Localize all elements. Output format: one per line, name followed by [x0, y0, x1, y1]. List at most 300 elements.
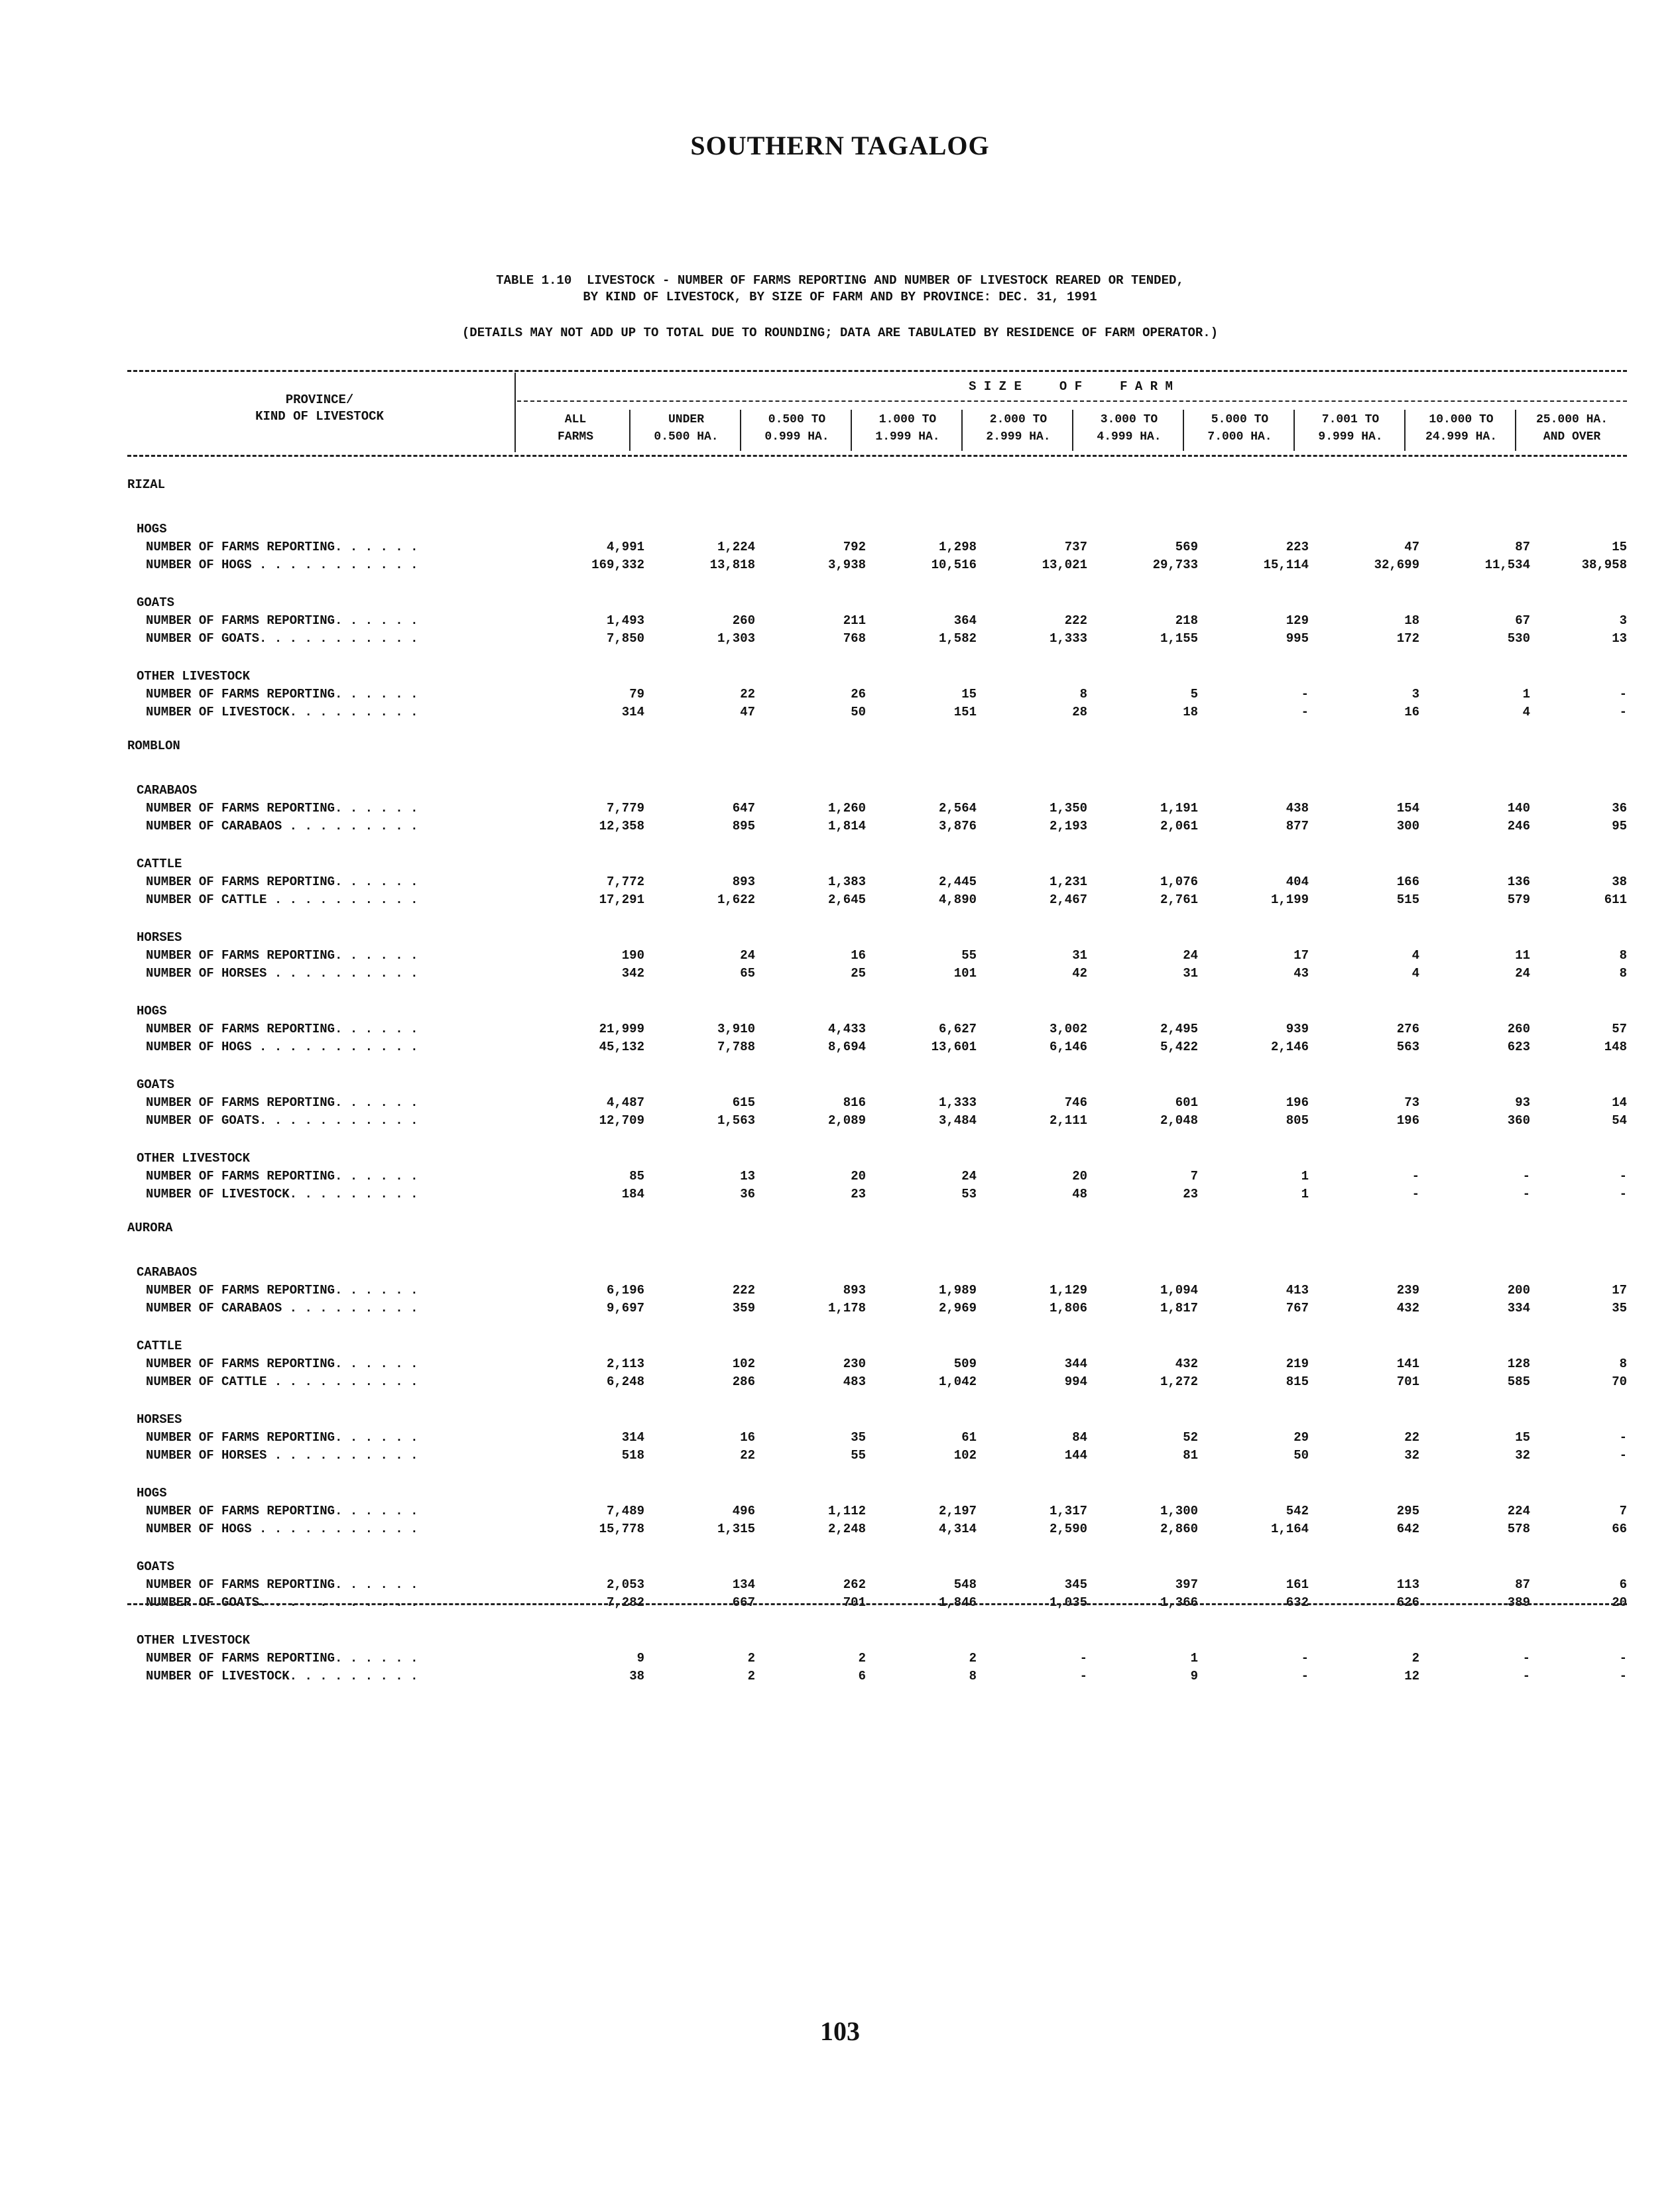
table-cell: 15 — [961, 687, 977, 701]
table-cell: - — [1522, 1169, 1530, 1184]
table-cell: 53 — [961, 1187, 977, 1201]
table-cell: 61 — [961, 1430, 977, 1445]
table-cell: 2,146 — [1270, 1040, 1309, 1054]
table-cell: 6,248 — [606, 1374, 644, 1389]
table-cell: 1,129 — [1049, 1283, 1087, 1298]
table-cell: 1,817 — [1160, 1301, 1198, 1315]
table-cell: 1,366 — [1160, 1595, 1198, 1610]
table-cell: 994 — [1064, 1374, 1087, 1389]
column-header-line1: 3.000 TO — [1100, 413, 1158, 426]
table-caption-line1: TABLE 1.10 LIVESTOCK - NUMBER OF FARMS REPORTING AND NUMBER OF LIVESTOCK REARED OR TENDED, — [496, 273, 1184, 288]
table-cell: 483 — [843, 1374, 866, 1389]
column-header-line1: 7.001 TO — [1321, 413, 1380, 426]
table-cell: 893 — [732, 875, 755, 889]
row-label: NUMBER OF FARMS REPORTING. . . . . . — [146, 613, 418, 628]
column-header-line2: 24.999 HA. — [1425, 430, 1498, 444]
table-cell: 2,445 — [938, 875, 977, 889]
table-cell: 11,534 — [1484, 558, 1530, 572]
table-cell: 286 — [732, 1374, 755, 1389]
table-cell: 816 — [843, 1095, 866, 1110]
table-cell: 3 — [1619, 613, 1627, 628]
table-cell: 8 — [1619, 1357, 1627, 1371]
row-label: NUMBER OF LIVESTOCK. . . . . . . . . — [146, 1669, 418, 1683]
table-cell: 1,989 — [938, 1283, 977, 1298]
table-cell: 223 — [1286, 540, 1309, 554]
table-cell: 218 — [1175, 613, 1198, 628]
table-row — [127, 540, 1627, 558]
table-cell: 4 — [1522, 705, 1530, 719]
table-cell: 15 — [1612, 540, 1627, 554]
table-cell: 7,779 — [606, 801, 644, 816]
row-label: NUMBER OF FARMS REPORTING. . . . . . — [146, 1357, 418, 1371]
table-cell: 1 — [1190, 1651, 1198, 1666]
size-of-farm-spanner: S I Z E O F F A R M — [969, 379, 1173, 394]
spacer — [127, 1319, 1627, 1339]
table-cell: 196 — [1286, 1095, 1309, 1110]
table-cell: 7,489 — [606, 1504, 644, 1518]
table-cell: 2,111 — [1049, 1113, 1087, 1128]
table-row — [127, 705, 1627, 723]
table-row — [127, 1095, 1627, 1113]
table-cell: 569 — [1175, 540, 1198, 554]
spacer — [127, 1540, 1627, 1559]
row-label: NUMBER OF HORSES . . . . . . . . . . — [146, 1448, 418, 1463]
livestock-group-name: HOGS — [137, 1004, 167, 1018]
table-cell: 161 — [1286, 1577, 1309, 1592]
table-cell: 55 — [961, 948, 977, 963]
table-cell: 85 — [629, 1169, 644, 1184]
table-cell: 1,350 — [1049, 801, 1087, 816]
table-cell: 36 — [740, 1187, 755, 1201]
column-header-line2: FARMS — [557, 430, 593, 444]
table-cell: 805 — [1286, 1113, 1309, 1128]
table-cell: 768 — [843, 631, 866, 646]
column-header-line1: 10.000 TO — [1429, 413, 1494, 426]
table-cell: 50 — [1293, 1448, 1309, 1463]
province-name: ROMBLON — [127, 739, 180, 753]
table-cell: 2,969 — [938, 1301, 977, 1315]
table-cell: 23 — [851, 1187, 866, 1201]
table-cell: 314 — [621, 705, 644, 719]
table-cell: 542 — [1286, 1504, 1309, 1518]
table-cell: - — [1619, 1187, 1627, 1201]
row-label: NUMBER OF FARMS REPORTING. . . . . . — [146, 948, 418, 963]
table-row — [127, 1113, 1627, 1131]
column-divider — [740, 410, 741, 451]
row-label: NUMBER OF GOATS. . . . . . . . . . . — [146, 631, 418, 646]
table-cell: 2,061 — [1160, 819, 1198, 833]
table-cell: 52 — [1183, 1430, 1198, 1445]
table-cell: 1,272 — [1160, 1374, 1198, 1389]
table-row — [127, 801, 1627, 819]
table-cell: 2,053 — [606, 1577, 644, 1592]
row-label: NUMBER OF FARMS REPORTING. . . . . . — [146, 687, 418, 701]
table-cell: 3 — [1411, 687, 1419, 701]
table-cell: 1 — [1301, 1187, 1309, 1201]
column-header-line1: UNDER — [668, 413, 704, 426]
table-cell: 18 — [1404, 613, 1419, 628]
table-cell: 200 — [1507, 1283, 1530, 1298]
table-cell: 7 — [1619, 1504, 1627, 1518]
table-cell: 2,248 — [827, 1522, 866, 1536]
table-cell: 22 — [1404, 1430, 1419, 1445]
row-label: NUMBER OF FARMS REPORTING. . . . . . — [146, 1577, 418, 1592]
table-cell: 4 — [1411, 948, 1419, 963]
column-divider — [1404, 410, 1406, 451]
table-cell: 667 — [732, 1595, 755, 1610]
table-cell: 578 — [1507, 1522, 1530, 1536]
table-cell: 496 — [732, 1504, 755, 1518]
table-cell: 15,778 — [599, 1522, 644, 1536]
row-label: NUMBER OF CARABAOS . . . . . . . . . — [146, 819, 418, 833]
row-label: NUMBER OF LIVESTOCK. . . . . . . . . — [146, 705, 418, 719]
table-cell: - — [1301, 1651, 1309, 1666]
table-cell: 1,042 — [938, 1374, 977, 1389]
row-label: NUMBER OF FARMS REPORTING. . . . . . — [146, 1169, 418, 1184]
table-cell: 154 — [1396, 801, 1419, 816]
spacer — [127, 1466, 1627, 1486]
livestock-group-name: HORSES — [137, 930, 182, 945]
column-header-line1: 2.000 TO — [989, 413, 1048, 426]
table-row — [127, 966, 1627, 984]
table-cell: 2 — [969, 1651, 977, 1666]
table-cell: 1,191 — [1160, 801, 1198, 816]
table-cell: 57 — [1612, 1022, 1627, 1036]
table-cell: - — [1411, 1169, 1419, 1184]
table-cell: 13 — [1612, 631, 1627, 646]
table-cell: 29 — [1293, 1430, 1309, 1445]
table-cell: 1,493 — [606, 613, 644, 628]
table-cell: 166 — [1396, 875, 1419, 889]
table-cell: 2 — [747, 1669, 755, 1683]
table-cell: 2,048 — [1160, 1113, 1198, 1128]
table-cell: 6 — [858, 1669, 866, 1683]
table-cell: 939 — [1286, 1022, 1309, 1036]
table-cell: 397 — [1175, 1577, 1198, 1592]
table-cell: 746 — [1064, 1095, 1087, 1110]
table-cell: 113 — [1396, 1577, 1419, 1592]
table-cell: 66 — [1612, 1522, 1627, 1536]
spacer — [127, 495, 1627, 522]
column-header — [1185, 411, 1294, 446]
table-cell: 13 — [740, 1169, 755, 1184]
table-cell: 12,358 — [599, 819, 644, 833]
table-cell: 14 — [1612, 1095, 1627, 1110]
table-cell: 701 — [843, 1595, 866, 1610]
spacer — [127, 576, 1627, 595]
table-row — [127, 892, 1627, 910]
table-cell: 47 — [1404, 540, 1419, 554]
table-row — [127, 1022, 1627, 1040]
table-cell: 184 — [621, 1187, 644, 1201]
table-cell: 55 — [851, 1448, 866, 1463]
row-label: NUMBER OF HOGS . . . . . . . . . . . — [146, 1040, 418, 1054]
livestock-group-name: OTHER LIVESTOCK — [137, 1151, 251, 1166]
table-cell: 12,709 — [599, 1113, 644, 1128]
table-cell: 17,291 — [599, 892, 644, 907]
table-cell: 1,582 — [938, 631, 977, 646]
table-row — [127, 948, 1627, 966]
column-header-line2: AND OVER — [1543, 430, 1601, 444]
table-cell: 24 — [1515, 966, 1530, 981]
table-cell: 3,910 — [717, 1022, 755, 1036]
table-cell: 3,002 — [1049, 1022, 1087, 1036]
table-cell: - — [1619, 1651, 1627, 1666]
table-cell: 38,958 — [1581, 558, 1627, 572]
table-cell: 345 — [1064, 1577, 1087, 1592]
table-row — [127, 613, 1627, 631]
table-cell: 25 — [851, 966, 866, 981]
table-row — [127, 1448, 1627, 1466]
spacer — [127, 1239, 1627, 1265]
table-cell: 11 — [1515, 948, 1530, 963]
row-label: NUMBER OF FARMS REPORTING. . . . . . — [146, 1651, 418, 1666]
livestock-group-name: CARABAOS — [137, 783, 198, 798]
table-cell: 563 — [1396, 1040, 1419, 1054]
table-cell: 20 — [1612, 1595, 1627, 1610]
table-cell: 300 — [1396, 819, 1419, 833]
table-cell: 151 — [953, 705, 977, 719]
livestock-group-name: HORSES — [137, 1412, 182, 1427]
table-cell: 26 — [851, 687, 866, 701]
table-cell: 701 — [1396, 1374, 1419, 1389]
table-cell: 1 — [1522, 687, 1530, 701]
table-cell: 1,224 — [717, 540, 755, 554]
table-cell: 1,303 — [717, 631, 755, 646]
table-row — [127, 558, 1627, 576]
table-caption-note: (DETAILS MAY NOT ADD UP TO TOTAL DUE TO ROUNDING; DATA ARE TABULATED BY RESIDENCE OF FARM OPERATOR.) — [461, 326, 1219, 340]
table-cell: 42 — [1072, 966, 1087, 981]
table-row — [127, 631, 1627, 649]
table-cell: 262 — [843, 1577, 866, 1592]
table-cell: 295 — [1396, 1504, 1419, 1518]
table-row — [127, 1504, 1627, 1522]
spacer — [127, 910, 1627, 930]
column-divider — [1072, 410, 1073, 451]
table-cell: 81 — [1183, 1448, 1198, 1463]
table-cell: 8 — [1619, 966, 1627, 981]
table-cell: 8 — [969, 1669, 977, 1683]
table-cell: - — [1619, 687, 1627, 701]
table-cell: 1,300 — [1160, 1504, 1198, 1518]
livestock-group-name: HOGS — [137, 522, 167, 536]
table-cell: 23 — [1183, 1187, 1198, 1201]
table-cell: 1,164 — [1270, 1522, 1309, 1536]
table-cell: 38 — [629, 1669, 644, 1683]
table-cell: 35 — [851, 1430, 866, 1445]
table-cell: 50 — [851, 705, 866, 719]
column-header-line2: 0.500 HA. — [654, 430, 719, 444]
column-header-line2: 1.999 HA. — [875, 430, 940, 444]
spacer — [127, 1392, 1627, 1412]
table-cell: 4 — [1411, 966, 1419, 981]
table-cell: 6 — [1619, 1577, 1627, 1592]
table-cell: 404 — [1286, 875, 1309, 889]
table-cell: 2 — [858, 1651, 866, 1666]
livestock-group-name: CATTLE — [137, 1339, 182, 1353]
table-cell: 48 — [1072, 1187, 1087, 1201]
column-header — [521, 411, 630, 446]
table-cell: 260 — [1507, 1022, 1530, 1036]
table-cell: 222 — [732, 1283, 755, 1298]
table-cell: 84 — [1072, 1430, 1087, 1445]
table-cell: 1,383 — [827, 875, 866, 889]
table-cell: 16 — [1404, 705, 1419, 719]
table-cell: 3,484 — [938, 1113, 977, 1128]
table-cell: 647 — [732, 801, 755, 816]
table-cell: 4,487 — [606, 1095, 644, 1110]
column-header — [853, 411, 962, 446]
table-cell: 1,846 — [938, 1595, 977, 1610]
table-bottom-rule — [127, 1603, 1627, 1605]
table-cell: 2 — [747, 1651, 755, 1666]
column-header — [743, 411, 851, 446]
table-cell: 2,495 — [1160, 1022, 1198, 1036]
column-header — [964, 411, 1073, 446]
table-cell: 70 — [1612, 1374, 1627, 1389]
table-cell: 6,146 — [1049, 1040, 1087, 1054]
table-cell: 15,114 — [1263, 558, 1309, 572]
row-label: NUMBER OF HORSES . . . . . . . . . . — [146, 966, 418, 981]
table-cell: 9 — [636, 1651, 644, 1666]
column-header-line2: 9.999 HA. — [1318, 430, 1383, 444]
table-cell: 2,467 — [1049, 892, 1087, 907]
table-cell: 54 — [1612, 1113, 1627, 1128]
column-divider — [1183, 410, 1184, 451]
table-cell: 877 — [1286, 819, 1309, 833]
table-cell: 2,590 — [1049, 1522, 1087, 1536]
table-cell: 128 — [1507, 1357, 1530, 1371]
table-cell: 47 — [740, 705, 755, 719]
spacer — [127, 837, 1627, 857]
table-cell: 32,699 — [1374, 558, 1419, 572]
table-cell: 24 — [1183, 948, 1198, 963]
table-cell: 73 — [1404, 1095, 1419, 1110]
table-cell: 432 — [1396, 1301, 1419, 1315]
column-header — [632, 411, 741, 446]
table-cell: 18 — [1183, 705, 1198, 719]
table-cell: 140 — [1507, 801, 1530, 816]
table-cell: 1,094 — [1160, 1283, 1198, 1298]
table-cell: 413 — [1286, 1283, 1309, 1298]
table-cell: 601 — [1175, 1095, 1198, 1110]
table-cell: 2,564 — [938, 801, 977, 816]
row-label: NUMBER OF FARMS REPORTING. . . . . . — [146, 875, 418, 889]
column-header — [1296, 411, 1405, 446]
table-row — [127, 1522, 1627, 1540]
column-header-line1: 0.500 TO — [768, 413, 826, 426]
table-cell: 4,433 — [827, 1022, 866, 1036]
table-cell: 95 — [1612, 819, 1627, 833]
table-cell: 101 — [953, 966, 977, 981]
table-cell: 196 — [1396, 1113, 1419, 1128]
table-cell: 22 — [740, 687, 755, 701]
livestock-group-name: CARABAOS — [137, 1265, 198, 1280]
table-row — [127, 1651, 1627, 1669]
table-cell: 169,332 — [591, 558, 644, 572]
table-cell: 314 — [621, 1430, 644, 1445]
table-cell: - — [1619, 705, 1627, 719]
column-divider — [629, 410, 630, 451]
livestock-group-name: OTHER LIVESTOCK — [137, 669, 251, 684]
column-divider — [961, 410, 963, 451]
table-cell: 222 — [1064, 613, 1087, 628]
table-cell: 767 — [1286, 1301, 1309, 1315]
table-cell: 1,155 — [1160, 631, 1198, 646]
table-cell: 530 — [1507, 631, 1530, 646]
table-cell: 8 — [1619, 948, 1627, 963]
table-cell: 623 — [1507, 1040, 1530, 1054]
row-label: NUMBER OF GOATS. . . . . . . . . . . — [146, 1595, 418, 1610]
table-cell: - — [1619, 1448, 1627, 1463]
table-row — [127, 1283, 1627, 1301]
table-cell: 6,627 — [938, 1022, 977, 1036]
table-row — [127, 687, 1627, 705]
table-cell: 2,645 — [827, 892, 866, 907]
table-cell: - — [1411, 1187, 1419, 1201]
table-cell: 136 — [1507, 875, 1530, 889]
table-cell: - — [1079, 1669, 1087, 1683]
table-body — [127, 477, 1627, 1687]
column-divider — [1293, 410, 1295, 451]
table-cell: 79 — [629, 687, 644, 701]
table-cell: 224 — [1507, 1504, 1530, 1518]
table-cell: 9,697 — [606, 1301, 644, 1315]
table-cell: 1,806 — [1049, 1301, 1087, 1315]
table-cell: 626 — [1396, 1595, 1419, 1610]
table-row — [127, 1430, 1627, 1448]
table-cell: 7,850 — [606, 631, 644, 646]
table-cell: 432 — [1175, 1357, 1198, 1371]
row-label: NUMBER OF GOATS. . . . . . . . . . . — [146, 1113, 418, 1128]
table-row — [127, 1374, 1627, 1392]
table-cell: 246 — [1507, 819, 1530, 833]
table-caption-line2: BY KIND OF LIVESTOCK, BY SIZE OF FARM AND BY PROVINCE: DEC. 31, 1991 — [583, 290, 1097, 304]
column-header-line2: 2.999 HA. — [986, 430, 1051, 444]
table-cell: 16 — [740, 1430, 755, 1445]
column-header — [1407, 411, 1516, 446]
table-cell: 7,772 — [606, 875, 644, 889]
column-header-line1: 25.000 HA. — [1535, 413, 1608, 426]
table-cell: 102 — [732, 1357, 755, 1371]
table-cell: 7,282 — [606, 1595, 644, 1610]
table-cell: 87 — [1515, 1577, 1530, 1592]
table-cell: 2,193 — [1049, 819, 1087, 833]
column-header — [1518, 411, 1626, 446]
row-label: NUMBER OF CATTLE . . . . . . . . . . — [146, 892, 418, 907]
header-bottom-rule — [127, 455, 1627, 457]
table-cell: 2,089 — [827, 1113, 866, 1128]
table-cell: - — [1079, 1651, 1087, 1666]
table-cell: 893 — [843, 1283, 866, 1298]
table-cell: 995 — [1286, 631, 1309, 646]
table-cell: 5 — [1190, 687, 1198, 701]
table-cell: 20 — [851, 1169, 866, 1184]
table-cell: 17 — [1612, 1283, 1627, 1298]
spacer — [127, 1613, 1627, 1633]
row-label: NUMBER OF CATTLE . . . . . . . . . . — [146, 1374, 418, 1389]
table-row — [127, 1169, 1627, 1187]
table-cell: 1 — [1301, 1169, 1309, 1184]
row-label: NUMBER OF LIVESTOCK. . . . . . . . . — [146, 1187, 418, 1201]
table-cell: 24 — [961, 1169, 977, 1184]
table-cell: 1,333 — [938, 1095, 977, 1110]
livestock-group-name: GOATS — [137, 1077, 175, 1092]
table-cell: 22 — [740, 1448, 755, 1463]
table-cell: 31 — [1183, 966, 1198, 981]
table-cell: 737 — [1064, 540, 1087, 554]
table-cell: 3,938 — [827, 558, 866, 572]
